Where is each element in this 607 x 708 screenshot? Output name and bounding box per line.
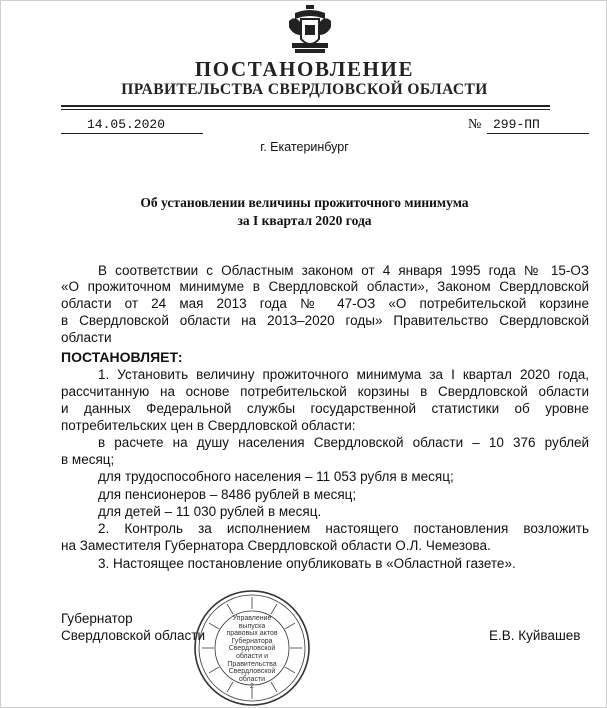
body-line: в месяц; xyxy=(61,452,115,467)
body-line: рассчитанную на основе потребительской корзины в Свердловской области xyxy=(61,384,589,399)
body-line: в Свердловской области на 2013–2020 годы» Правительство Свердловской xyxy=(61,313,589,328)
subject-line-2: за I квартал 2020 года xyxy=(237,213,372,228)
signatory-position-line-2: Свердловской области xyxy=(61,628,206,643)
date-underline xyxy=(61,133,203,134)
body-line: «О прожиточном минимуме в Свердловской области», Законом Свердловской xyxy=(61,279,589,294)
signatory-name: Е.В. Куйвашев xyxy=(489,628,581,643)
body-line: 2. Контроль за исполнением настоящего постановления возложить xyxy=(98,521,589,536)
body-line: и данных Федеральной службы государственной статистики об уровне xyxy=(61,401,589,416)
body-line: потребительских цен в Свердловской области: xyxy=(61,418,356,433)
document-title: ПОСТАНОВЛЕНИЕ xyxy=(194,57,415,81)
body-line: области от 24 мая 2013 года № 47-ОЗ «О потребительской корзине xyxy=(61,296,589,311)
issuing-authority: ПРАВИТЕЛЬСТВА СВЕРДЛОВСКОЙ ОБЛАСТИ xyxy=(121,81,488,98)
header-rule-thick xyxy=(61,105,550,107)
body-line: для трудоспособного населения – 11 053 рубля в месяц; xyxy=(98,469,454,484)
coat-of-arms-icon xyxy=(287,5,333,55)
body-line: области xyxy=(61,330,112,345)
signatory-position-line-1: Губернатор xyxy=(61,611,133,626)
document-date: 14.05.2020 xyxy=(87,117,166,132)
header-rule-thin xyxy=(61,109,550,110)
body-line: для детей – 11 030 рублей в месяц. xyxy=(98,504,322,519)
subject-line-1: Об установлении величины прожиточного минимума xyxy=(140,195,469,210)
document-number: 299-ПП xyxy=(493,117,540,132)
number-underline xyxy=(487,133,589,134)
issue-city: г. Екатеринбург xyxy=(260,140,349,154)
body-line: в расчете на душу населения Свердловской области – 10 376 рублей xyxy=(98,435,589,450)
number-sign: № xyxy=(468,117,482,132)
seal-center-text: Управление выпуска правовых актов Губернатора Свердловской области и Правительства Свердловской области 2 xyxy=(226,615,278,691)
body-line: 1. Установить величину прожиточного минимума за I квартал 2020 года, xyxy=(98,367,589,382)
resolution-keyword: ПОСТАНОВЛЯЕТ: xyxy=(61,349,183,365)
body-line: 3. Настоящее постановление опубликовать в «Областной газете». xyxy=(98,556,516,571)
body-line: на Заместителя Губернатора Свердловской области О.Л. Чемезова. xyxy=(61,538,491,553)
body-line: В соответствии с Областным законом от 4 января 1995 года № 15-ОЗ xyxy=(98,263,589,278)
body-line: для пенсионеров – 8486 рублей в месяц; xyxy=(98,487,357,502)
